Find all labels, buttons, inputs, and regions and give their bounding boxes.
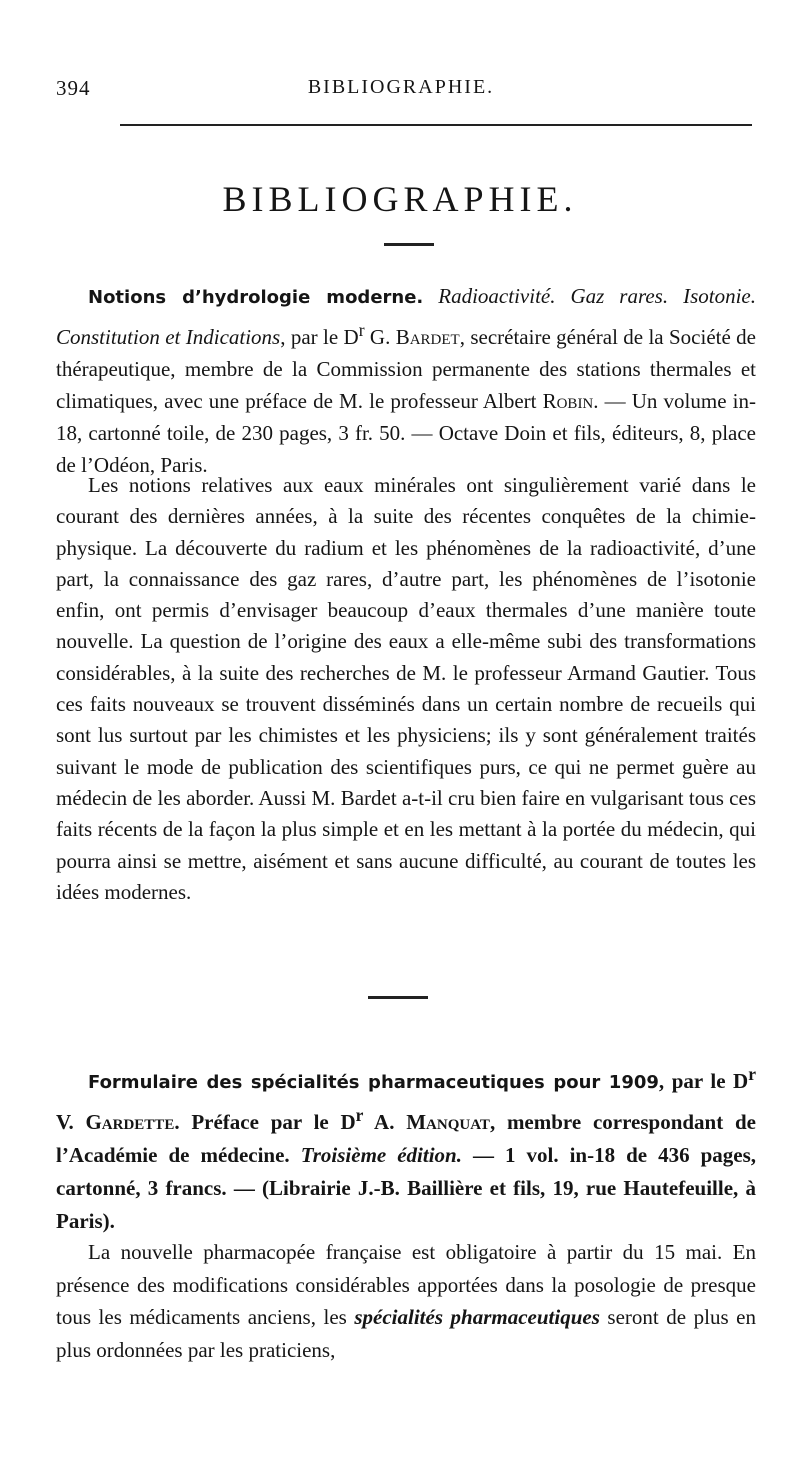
entry-2-edition: Troisième édition. bbox=[300, 1143, 462, 1167]
section-divider bbox=[384, 243, 434, 246]
running-title: BIBLIOGRAPHIE. bbox=[307, 76, 495, 98]
section-title: BIBLIOGRAPHIE. bbox=[222, 179, 578, 219]
entry-1-dr-sup: r bbox=[358, 320, 365, 340]
entry-1-credentials: , secrétaire général de la Société de thérapeutique, membre de la Commission permanente des stations thermales et climatiques, avec une préface de M. le professeur Albert bbox=[56, 325, 756, 413]
entry-2-author: Gardette bbox=[85, 1110, 175, 1134]
entry-2-by: , par le D bbox=[658, 1069, 749, 1093]
review-2 bbox=[56, 1236, 756, 1366]
page-number: 394 bbox=[56, 76, 91, 100]
entry-2-preface-by: . Préface par le D bbox=[174, 1110, 356, 1134]
review-1-text: Les notions relatives aux eaux minérales ont singulièrement varié dans le courant des dernières années, à la suite des récentes conquêtes de la chimie-physique. La découverte du radium et les phénomènes de la radioactivité, d’une part, la connaissance des gaz rares, d’autre part, les phénomènes de l’isotonie enfin, ont permis d’envisager beaucoup d’eaux thermales d’une manière toute nouvelle. La question de l’origine des eaux a elle-même subi des transformations considérables, à la suite des recherches de M. le professeur Armand Gautier. Tous ces faits nouveaux se trouvent disséminés dans un certain nombre de recueils qui sont lus surtout par les chimistes et les physiciens; ils y sont généralement traités suivant le mode de publication des scientifiques purs, ce qui ne permet guère au médecin de les aborder. Aussi M. Bardet a-t-il cru bien faire en vulgarisant tous ces faits récents de la façon la plus simple et en les mettant à la portée du médecin, qui pourra ainsi se mettre, aisément et sans aucune difficulté, au courant de toutes les idées modernes. bbox=[56, 473, 756, 904]
review-2-text-end: seront de plus en plus ordonnées par les praticiens, bbox=[56, 1305, 756, 1362]
entry-1-details: . — Un volume in-18, cartonné toile, de 230 pages, 3 fr. 50. — Octave Doin et fils, éditeurs, 8, place de l’Odéon, Paris. bbox=[56, 389, 756, 477]
entry-1-preface-author: Robin bbox=[542, 389, 594, 413]
header-rule bbox=[120, 124, 752, 126]
entry-1-by: , par le D bbox=[280, 325, 359, 349]
running-head bbox=[56, 76, 746, 104]
review-2-text: La nouvelle pharmacopée française est obligatoire à partir du 15 mai. En présence des modifications considérables apportées dans la posologie de presque tous les médicaments anciens, les bbox=[56, 1240, 756, 1330]
entry-1-author: Bardet bbox=[395, 325, 460, 349]
entry-divider bbox=[368, 996, 428, 999]
bibliography-entry-1 bbox=[56, 280, 756, 481]
entry-1-subtitle: Radioactivité. Gaz rares. Isotonie. Constitution et Indications bbox=[56, 284, 756, 349]
bibliography-entry-2 bbox=[56, 1058, 756, 1238]
entry-2-title: Formulaire des spécialités pharmaceutiques pour 1909 bbox=[88, 1072, 659, 1093]
entry-2-preface-initial: A. bbox=[363, 1110, 407, 1134]
review-1 bbox=[56, 470, 756, 908]
review-2-italic: spécialités pharmaceutiques bbox=[354, 1305, 600, 1330]
entry-1-title: Notions d’hydrologie moderne. bbox=[88, 287, 424, 308]
entry-2-preface-author: Manquat bbox=[406, 1110, 490, 1134]
entry-2-author-initial: V. bbox=[56, 1110, 86, 1134]
entry-2-dr-sup: r bbox=[748, 1064, 756, 1084]
entry-1-author-initial: G. bbox=[364, 325, 396, 349]
entry-2-details: — 1 vol. in-18 de 436 pages, cartonné, 3 francs. — (Librairie J.-B. Baillière et fils, 19, rue Hautefeuille, à Paris). bbox=[56, 1143, 756, 1233]
entry-2-preface-sup: r bbox=[355, 1105, 364, 1125]
entry-2-credentials: , membre correspondant de l’Académie de médecine. bbox=[56, 1110, 756, 1167]
